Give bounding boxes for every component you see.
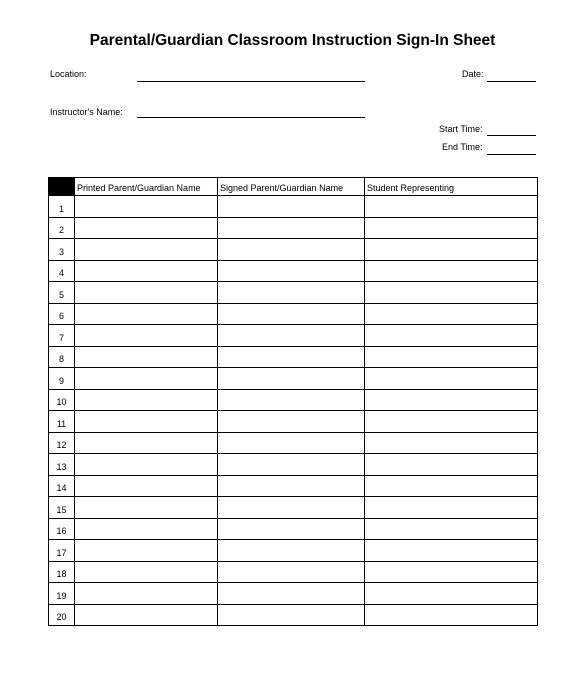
signed-name-cell[interactable] <box>218 454 365 476</box>
student-representing-cell[interactable] <box>365 196 538 218</box>
table-row <box>49 239 538 261</box>
printed-name-cell[interactable] <box>75 561 218 583</box>
signed-name-cell[interactable] <box>218 368 365 390</box>
row-number: 11 <box>49 411 75 433</box>
signed-name-cell[interactable] <box>218 217 365 239</box>
row-number: 5 <box>49 282 75 304</box>
row-number: 16 <box>49 518 75 540</box>
row-number: 4 <box>49 260 75 282</box>
table-row <box>49 389 538 411</box>
table-header-row <box>49 178 538 196</box>
printed-name-header: Printed Parent/Guardian Name <box>75 178 218 196</box>
table-row <box>49 260 538 282</box>
row-number: 3 <box>49 239 75 261</box>
row-number: 10 <box>49 389 75 411</box>
student-representing-cell[interactable] <box>365 475 538 497</box>
student-representing-cell[interactable] <box>365 540 538 562</box>
table-row <box>49 518 538 540</box>
table-row <box>49 368 538 390</box>
signed-name-cell[interactable] <box>218 411 365 433</box>
signed-name-cell[interactable] <box>218 583 365 605</box>
table-row <box>49 604 538 626</box>
row-number: 15 <box>49 497 75 519</box>
start-time-line[interactable] <box>487 135 536 136</box>
date-line[interactable] <box>487 81 536 82</box>
row-number: 17 <box>49 540 75 562</box>
printed-name-cell[interactable] <box>75 325 218 347</box>
start-time-label: Start Time: <box>439 124 483 134</box>
table-row <box>49 540 538 562</box>
table-row <box>49 454 538 476</box>
row-number: 12 <box>49 432 75 454</box>
printed-name-cell[interactable] <box>75 282 218 304</box>
signed-name-cell[interactable] <box>218 518 365 540</box>
row-number: 9 <box>49 368 75 390</box>
table-row <box>49 325 538 347</box>
student-representing-cell[interactable] <box>365 497 538 519</box>
signed-name-cell[interactable] <box>218 282 365 304</box>
end-time-label: End Time: <box>442 142 483 152</box>
table-row <box>49 432 538 454</box>
signed-name-cell[interactable] <box>218 540 365 562</box>
student-representing-cell[interactable] <box>365 432 538 454</box>
printed-name-cell[interactable] <box>75 475 218 497</box>
signed-name-cell[interactable] <box>218 604 365 626</box>
row-number: 14 <box>49 475 75 497</box>
row-number: 6 <box>49 303 75 325</box>
sign-in-table <box>48 177 538 626</box>
page-title: Parental/Guardian Classroom Instruction Sign-In Sheet <box>89 32 496 49</box>
row-number: 8 <box>49 346 75 368</box>
corner-cell <box>49 178 75 196</box>
table-row <box>49 346 538 368</box>
printed-name-cell[interactable] <box>75 303 218 325</box>
row-number: 2 <box>49 217 75 239</box>
student-representing-cell[interactable] <box>365 411 538 433</box>
signed-name-cell[interactable] <box>218 389 365 411</box>
table-row <box>49 475 538 497</box>
student-representing-cell[interactable] <box>365 346 538 368</box>
printed-name-cell[interactable] <box>75 432 218 454</box>
signed-name-cell[interactable] <box>218 260 365 282</box>
student-representing-cell[interactable] <box>365 282 538 304</box>
location-label: Location: <box>50 69 87 79</box>
signed-name-cell[interactable] <box>218 196 365 218</box>
signed-name-cell[interactable] <box>218 325 365 347</box>
table-row <box>49 217 538 239</box>
student-representing-header: Student Representing <box>365 178 538 196</box>
table-row <box>49 282 538 304</box>
printed-name-cell[interactable] <box>75 518 218 540</box>
student-representing-cell[interactable] <box>365 583 538 605</box>
student-representing-cell[interactable] <box>365 389 538 411</box>
row-number: 18 <box>49 561 75 583</box>
printed-name-cell[interactable] <box>75 346 218 368</box>
student-representing-cell[interactable] <box>365 561 538 583</box>
printed-name-cell[interactable] <box>75 239 218 261</box>
printed-name-cell[interactable] <box>75 368 218 390</box>
signed-name-cell[interactable] <box>218 239 365 261</box>
student-representing-cell[interactable] <box>365 217 538 239</box>
row-number: 13 <box>49 454 75 476</box>
student-representing-cell[interactable] <box>365 368 538 390</box>
row-number: 1 <box>49 196 75 218</box>
printed-name-cell[interactable] <box>75 260 218 282</box>
printed-name-cell[interactable] <box>75 454 218 476</box>
row-number: 7 <box>49 325 75 347</box>
table-body <box>49 196 538 626</box>
table-row <box>49 411 538 433</box>
signed-name-cell[interactable] <box>218 497 365 519</box>
signed-name-cell[interactable] <box>218 346 365 368</box>
table-row <box>49 303 538 325</box>
student-representing-cell[interactable] <box>365 518 538 540</box>
end-time-line[interactable] <box>487 154 536 155</box>
printed-name-cell[interactable] <box>75 196 218 218</box>
student-representing-cell[interactable] <box>365 239 538 261</box>
table-row <box>49 497 538 519</box>
signed-name-cell[interactable] <box>218 475 365 497</box>
printed-name-cell[interactable] <box>75 411 218 433</box>
student-representing-cell[interactable] <box>365 325 538 347</box>
signed-name-header: Signed Parent/Guardian Name <box>218 178 365 196</box>
table-row <box>49 583 538 605</box>
student-representing-cell[interactable] <box>365 303 538 325</box>
student-representing-cell[interactable] <box>365 454 538 476</box>
printed-name-cell[interactable] <box>75 497 218 519</box>
table-row <box>49 561 538 583</box>
date-label: Date: <box>462 69 484 79</box>
printed-name-cell[interactable] <box>75 217 218 239</box>
signed-name-cell[interactable] <box>218 303 365 325</box>
row-number: 20 <box>49 604 75 626</box>
student-representing-cell[interactable] <box>365 604 538 626</box>
instructor-name-label: Instructor's Name: <box>50 107 123 117</box>
student-representing-cell[interactable] <box>365 260 538 282</box>
printed-name-cell[interactable] <box>75 604 218 626</box>
printed-name-cell[interactable] <box>75 540 218 562</box>
signed-name-cell[interactable] <box>218 432 365 454</box>
instructor-name-line[interactable] <box>137 117 365 118</box>
printed-name-cell[interactable] <box>75 583 218 605</box>
table-row <box>49 196 538 218</box>
printed-name-cell[interactable] <box>75 389 218 411</box>
location-line[interactable] <box>137 81 365 82</box>
signed-name-cell[interactable] <box>218 561 365 583</box>
row-number: 19 <box>49 583 75 605</box>
